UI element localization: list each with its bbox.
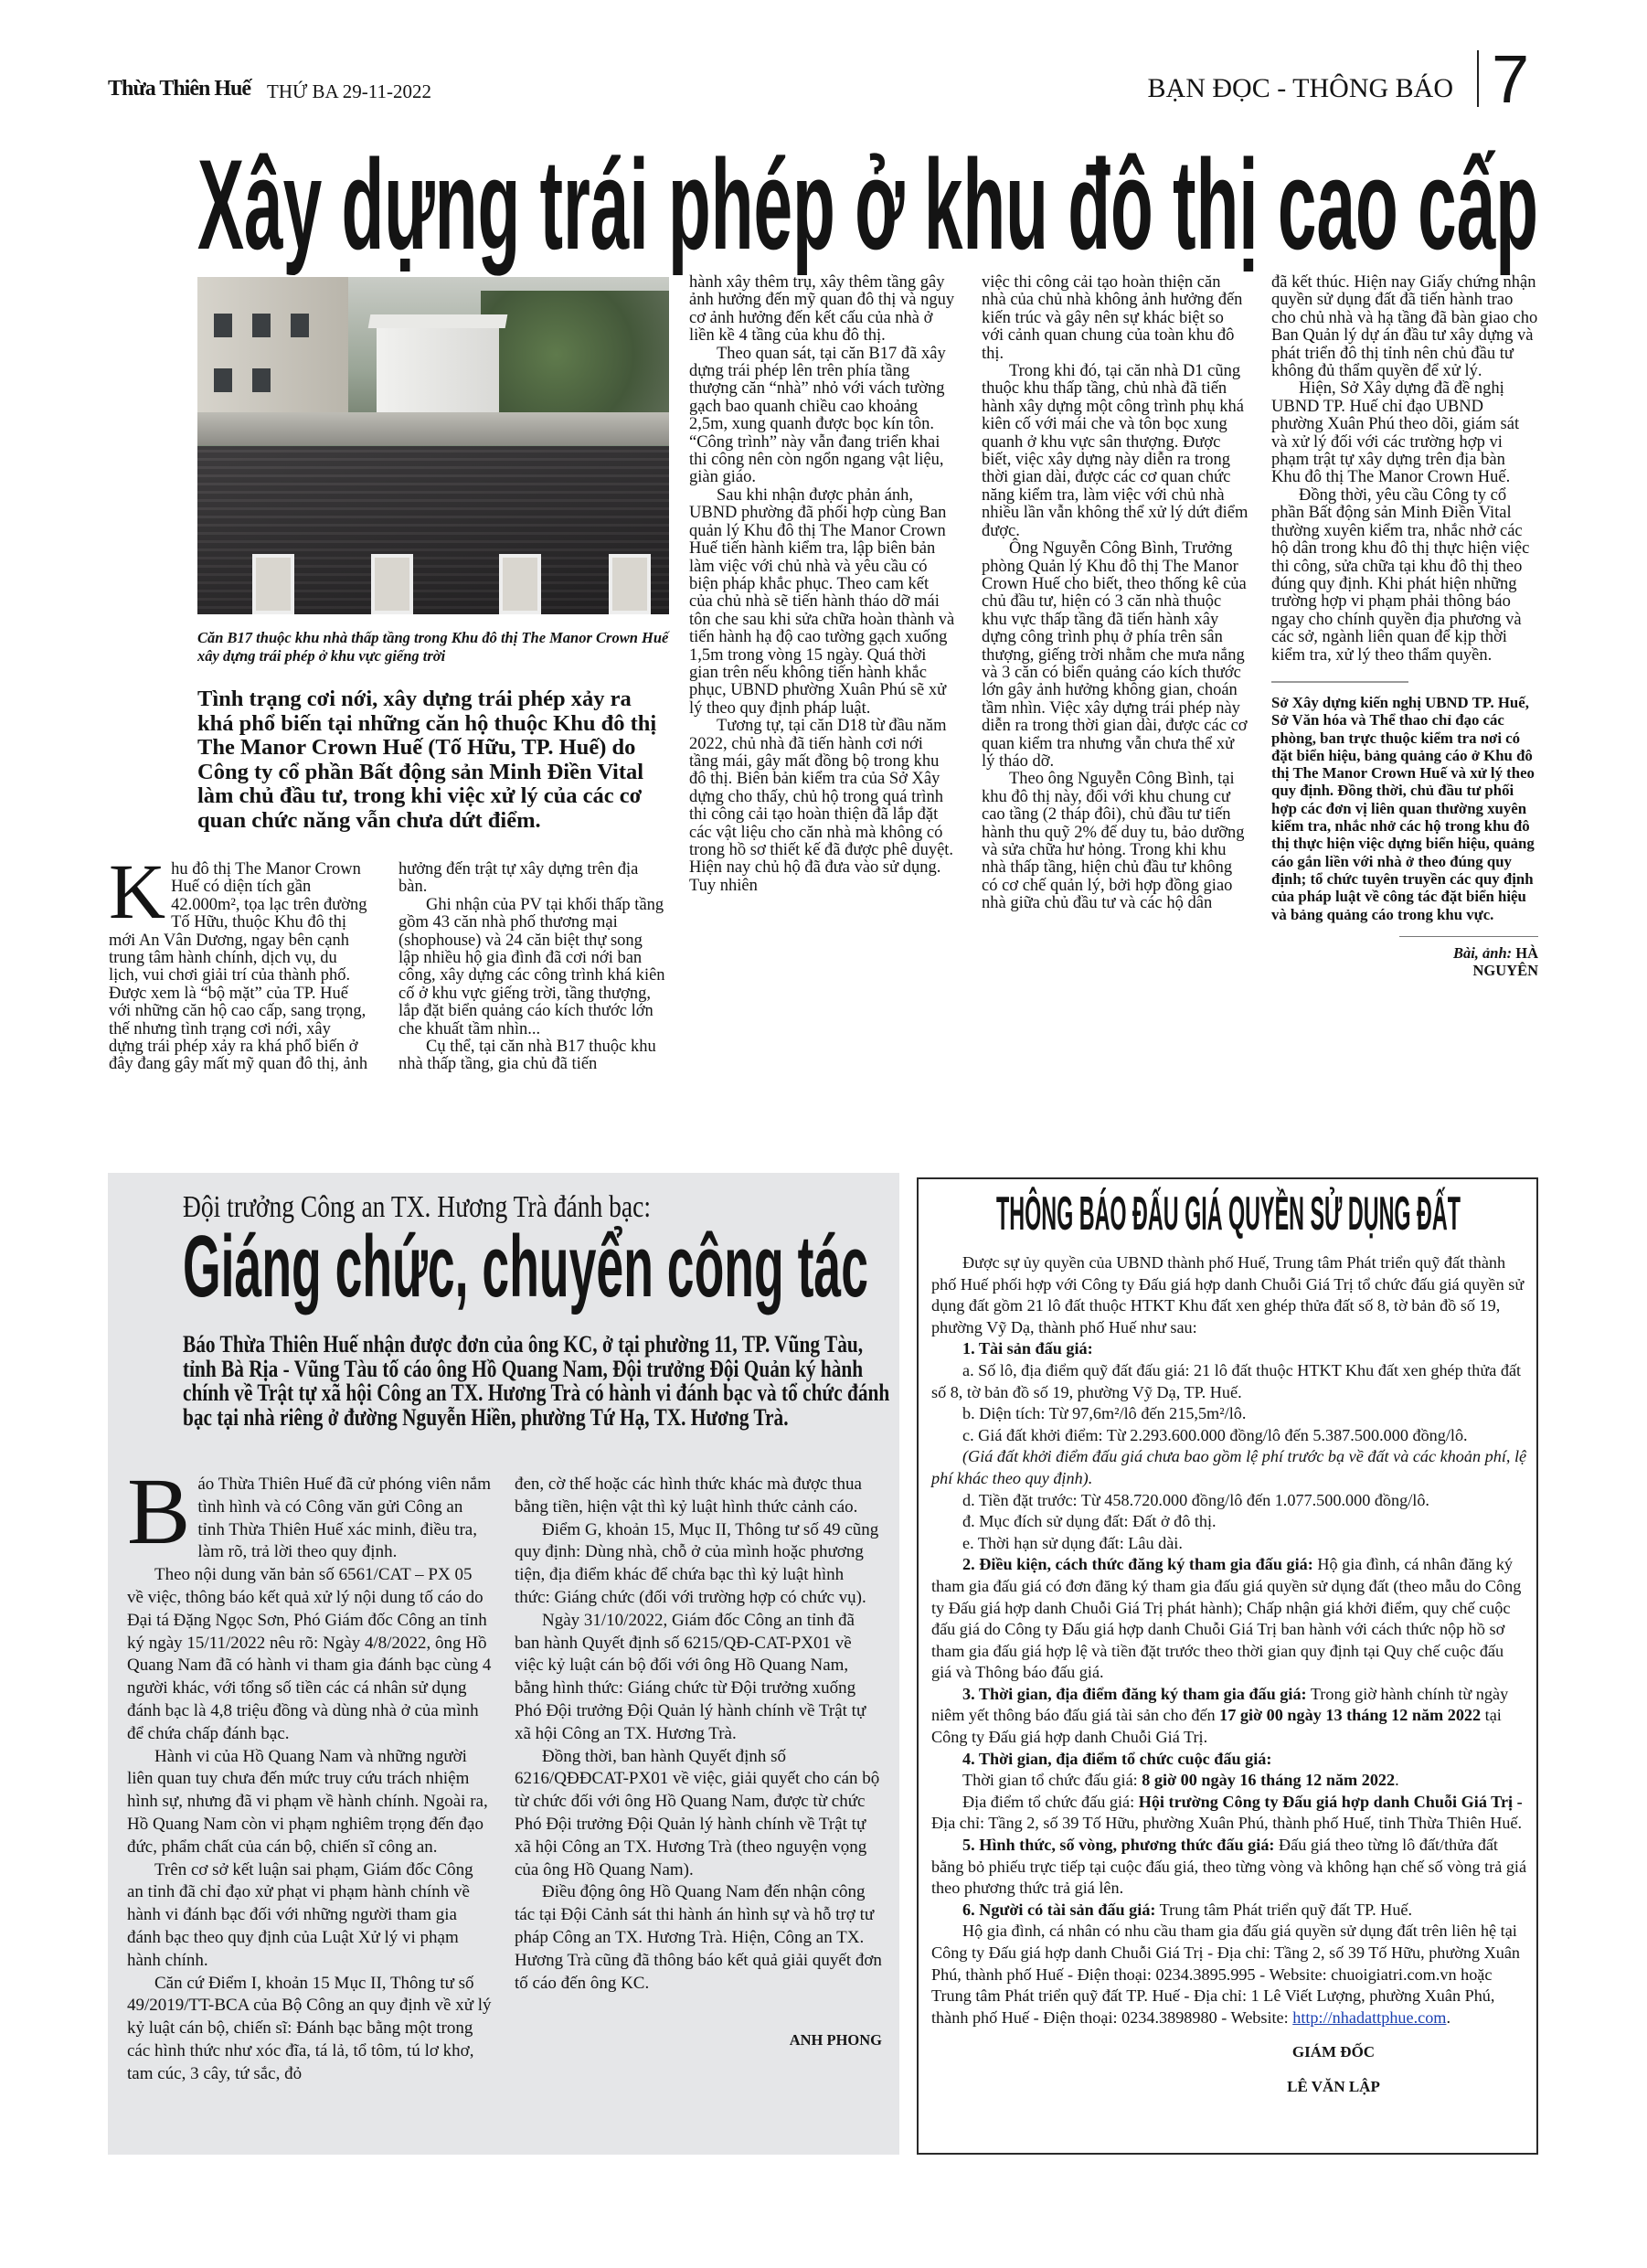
article1-lead: Tình trạng cơi nới, xây dựng trái phép xảy ra khá phổ biến tại những căn hộ thuộc Khu đô thị The Manor Crown Huế (Tố Hữu, TP. Huế) do Công ty cổ phần Bất động sản Minh Điền Vital làm chủ đầu tư, trong khi việc xử lý của các cơ quan chức năng vẫn chưa dứt điểm.: [197, 687, 657, 833]
notice-item: a. Số lô, địa điểm quỹ đất đấu giá: 21 lô đất thuộc HTKT Khu đất xen ghép thửa đất số 8, tờ bản đồ số 19, phường Vỹ Dạ, TP. Huế.: [931, 1360, 1522, 1401]
title-text: Giáng chức, chuyển công tác: [183, 1218, 869, 1315]
notice-body: [931, 1252, 1527, 2098]
issue-date: THỨ BA 29-11-2022: [267, 80, 432, 102]
paragraph: Điểm G, khoản 15, Mục II, Thông tư số 49 cũng quy định: Dùng nhà, chỗ ở của mình hoặc phương tiện, địa điểm khác để chứa bạc thì kỷ luật hình thức: Giáng chức (đối với trường hợp có chức vụ).: [515, 1519, 879, 1607]
section-label: 1. Tài sản đấu giá:: [962, 1339, 1093, 1358]
article1-column-5: [1271, 274, 1538, 980]
article1-column-2: [398, 861, 665, 1074]
auction-place-label: Địa điểm tổ chức đấu giá:: [962, 1792, 1139, 1811]
article1-headline: [197, 133, 1538, 276]
auction-time: Thời gian tổ chức đấu giá: 8 giờ 00 ngày 16 tháng 12 năm 2022.: [962, 1771, 1399, 1790]
drop-cap: K: [109, 847, 166, 935]
paragraph: việc thi công cải tạo hoàn thiện căn nhà của chủ nhà không ảnh hưởng đến kiến trúc và gây nên sự khác biệt so với cảnh quan chung của toàn khu đô thị.: [982, 273, 1243, 363]
article-photo: [197, 277, 669, 614]
paragraph: Ngày 31/10/2022, Giám đốc Công an tỉnh đã ban hành Quyết định số 6215/QĐ-CAT-PX01 về việc kỷ luật cán bộ đối với ông Hồ Quang Nam, bằng hình thức: Giáng chức từ Đội trưởng xuống Phó Đội trưởng Đội Quản lý hành chính về Trật tự xã hội Công an TX. Hương Trà.: [515, 1610, 866, 1743]
section-label: 2. Điều kiện, cách thức đăng ký tham gia đấu giá:: [962, 1555, 1313, 1574]
notice-section-6: [931, 1900, 1527, 1922]
paragraph: Trên cơ sở kết luận sai phạm, Giám đốc Công an tỉnh đã chỉ đạo xử phạt vi phạm hành chính về hành vi đánh bạc đối với những người tham gia đánh bạc theo quy định của Luật Xử lý vi phạm hành chính.: [127, 1859, 473, 1970]
section-label: 5. Hình thức, số vòng, phương thức đấu giá:: [962, 1836, 1275, 1855]
notice-section-4: [931, 1749, 1527, 1771]
website-link[interactable]: http://nhadattphue.com: [1292, 2007, 1447, 2027]
page-number: 7: [1492, 41, 1530, 117]
signature-title: GIÁM ĐỐC: [1291, 2043, 1376, 2061]
sidebar-note: Sở Xây dựng kiến nghị UBND TP. Huế, Sở Văn hóa và Thể thao chỉ đạo các phòng, ban trực thuộc kiểm tra nơi có đặt biển hiệu, bảng quảng cáo ở Khu đô thị The Manor Crown Huế và xử lý theo quy định. Đồng thời, chủ đầu tư phối hợp các đơn vị liên quan thường xuyên kiểm tra, nhắc nhở các hộ trong khu đô thị thực hiện việc dựng biển hiệu, quảng cáo gắn liền với nhà ở theo đúng quy định; tổ chức tuyên truyền các quy định của pháp luật về công tác đặt biển hiệu và bảng quảng cáo trong khu vực.: [1271, 693, 1535, 923]
notice-item: b. Diện tích: Từ 97,6m²/lô đến 215,5m²/lô.: [962, 1404, 1247, 1423]
notice-intro: Được sự ủy quyền của UBND thành phố Huế, Trung tâm Phát triển quỹ đất thành phố Huế phối hợp với Công ty Đấu giá hợp danh Chuỗi Giá Trị tổ chức đấu giá quyền sử dụng đất gồm 21 lô đất thuộc HTKT Khu đất xen ghép thửa đất số 8, tờ bản đồ số 19, phường Vỹ Dạ, thành phố Huế như sau:: [931, 1253, 1525, 1336]
paragraph: hành xây thêm trụ, xây thêm tầng gây ảnh hưởng đến mỹ quan đô thị và nguy cơ ảnh hưởng đến kết cấu của nhà ở liền kề 4 tầng của khu đô thị.: [689, 273, 955, 346]
section-title: BẠN ĐỌC - THÔNG BÁO: [1147, 73, 1453, 103]
paragraph: Đồng thời, yêu cầu Công ty cổ phần Bất động sản Minh Điền Vital thường xuyên kiểm tra, nhắc nhở các hộ dân trong khu đô thị thực hiện việc thi công, sửa chữa tại khu đô thị theo đúng quy định. Khi phát hiện những trường hợp vi phạm phải thông báo ngay cho chính quyền địa phương và các sở, ngành liên quan để kịp thời kiểm tra, xử lý theo thẩm quyền.: [1271, 485, 1530, 665]
notice-section-3: [931, 1684, 1527, 1749]
paragraph: Ghi nhận của PV tại khối thấp tầng gồm 43 căn nhà phố thương mại (shophouse) và 24 căn biệt thự song lập nhiều hộ gia đình đã cơi nới ban công, xây dựng các công trình khá kiên cố ở khu vực giếng trời, tầng thượng, lắp đặt biển quảng cáo kích thước lớn che khuất tầm nhìn...: [398, 895, 665, 1038]
auction-place-value: Hội trường Công ty Đấu giá hợp danh Chuỗi Giá Trị -: [1138, 1792, 1523, 1811]
notice-section-2: [931, 1554, 1527, 1684]
notice-item: c. Giá đất khởi điểm: Từ 2.293.600.000 đồng/lô đến 5.387.500.000 đồng/lô.: [962, 1425, 1468, 1444]
notice-item: đ. Mục đích sử dụng đất: Đất ở đô thị.: [962, 1512, 1217, 1531]
paragraph: Trong khi đó, tại căn nhà D1 cũng thuộc khu thấp tầng, chủ nhà đã tiến hành xây dựng một công trình phụ khá kiên cố với mái che và tôn bọc xung quanh ở khu vực sân thượng. Được biết, việc xây dựng này diễn ra trong thời gian dài, được các cơ quan chức năng kiểm tra, làm việc với chủ nhà nhiều lần vẫn không thể xử lý dứt điểm được.: [982, 362, 1249, 540]
paragraph: Ông Nguyễn Công Bình, Trưởng phòng Quản lý Khu đô thị The Manor Crown Huế cho biết, theo thống kê của chủ đầu tư, hiện có 3 căn nhà thuộc khu vực thấp tầng đã tiến hành xây dựng công trình phụ ở phía trên sân thượng, giếng trời nhằm che mưa nắng và 3 căn có biển quảng cáo kích thước lớn gây ảnh hưởng không gian, choán tầm nhìn. Việc xây dựng trái phép này diễn ra trong thời gian dài, được các cơ quan kiểm tra nhưng vẫn chưa thể xử lý tháo dỡ.: [982, 539, 1248, 771]
section-label: 6. Người có tài sản đấu giá:: [962, 1900, 1156, 1919]
registration-deadline: 17 giờ 00 ngày 13 tháng 12 năm 2022: [1219, 1706, 1482, 1725]
article2-column-1: [127, 1459, 493, 2086]
paragraph: Theo ông Nguyễn Công Bình, tại khu đô thị này, đối với khu chung cư cao tầng (2 tháp đôi), chủ đầu tư tiến hành thu quỹ 2% để duy tu, bảo dưỡng và sửa chữa hư hỏng. Trong khi khu nhà thấp tầng, hiện chủ đầu tư không có cơ chế quản lý, bởi hợp đồng giao nhà giữa chủ đầu tư và các hộ dân: [982, 770, 1245, 913]
article2-lead: Báo Thừa Thiên Huế nhận được đơn của ông KC, ở tại phường 11, TP. Vũng Tàu, tỉnh Bà Rịa - Vũng Tàu tố cáo ông Hồ Quang Nam, Đội trưởng Đội Quản ký hành chính về Trật tự xã hội Công an TX. Hương Trà có hành vi đánh bạc và tổ chức đánh bạc tại nhà riêng ở đường Nguyễn Hiền, phường Tứ Hạ, TX. Hương Trà.: [183, 1331, 890, 1431]
signature-name: LÊ VĂN LẬP: [1287, 2077, 1380, 2095]
paragraph: áo Thừa Thiên Huế đã cử phóng viên nắm tình hình và có Công văn gửi Công an tỉnh Thừa Thiên Huế xác minh, điều tra, làm rõ, trả lời theo quy định.: [197, 1475, 492, 1562]
section-label: 4. Thời gian, địa điểm tổ chức cuộc đấu giá:: [962, 1749, 1272, 1768]
section-text: Trong giờ hành chính từ ngày niêm yết thông báo đấu giá tài sản cho đến: [931, 1684, 1509, 1725]
signature: [1233, 2041, 1434, 2097]
paragraph: Tương tự, tại căn D18 từ đầu năm 2022, chủ nhà đã tiến hành cơi nới tầng mái, gây mất đồng bộ trong khu đô thị. Biên bản kiểm tra của Sở Xây dựng cho thấy, chủ hộ trong quá trình thi công cải tạo hoàn thiện đã lắp đặt các vật liệu cho căn nhà mà không có trong hồ sơ thiết kế đã được phê duyệt. Hiện nay chủ hộ đã đưa vào sử dụng. Tuy nhiên: [689, 717, 954, 895]
byline-author: HÀ NGUYÊN: [1472, 943, 1538, 980]
paragraph: Theo quan sát, tại căn B17 đã xây dựng trái phép lên trên phía tầng thượng căn “nhà” nhỏ với vách tường gạch bao quanh chiều cao khoảng 2,5m, xung quanh được bọc kín tôn. “Công trình” này vẫn đang triển khai thi công nên còn ngổn ngang vật liệu, giàn giáo.: [689, 344, 946, 487]
section-text: tại Công ty Đấu giá hợp danh Chuỗi Giá Trị.: [931, 1706, 1502, 1747]
header-divider: [1477, 50, 1479, 107]
byline: [1399, 936, 1538, 980]
paragraph: hưởng đến trật tự xây dựng trên địa bàn.: [398, 860, 639, 897]
paragraph: Căn cứ Điểm I, khoản 15 Mục II, Thông tư số 49/2019/TT-BCA của Bộ Công an quy định về xử lý kỷ luật cán bộ, chiến sĩ: Đánh bạc bằng một trong các hình thức như xóc đĩa, tá lả, tổ tôm, tú lơ khơ, tam cúc, 3 cây, tứ sắc, đỏ: [127, 1973, 492, 2083]
auction-place: [931, 1792, 1527, 1835]
notice-contact: Hộ gia đình, cá nhân có nhu cầu tham gia đấu giá quyền sử dụng đất trên liên hệ tại Công ty Đấu giá hợp danh Chuỗi Giá Trị - Địa chỉ: Tầng 2, số 39 Tố Hữu, phường Xuân Phú, thành phố Huế - Điện thoại: 0234.3895.995 - Website: chuoigiatri.com.vn hoặc Trung tâm Phát triển quỹ đất TP. Huế - Địa chỉ: 1 Lê Viết Lượng, phường Xuân Phú, thành phố Huế - Điện thoại: 0234.3898980 - Website: http://nhadattphue.com.: [931, 1922, 1520, 2027]
notice-section-1: [931, 1338, 1527, 1360]
article1-column-4: [982, 274, 1249, 913]
section-text: Đấu giá theo từng lô đất/thửa đất bằng bỏ phiếu trực tiếp tại cuộc đấu giá, theo từng vòng và không hạn chế số vòng trả giá theo phương thức trả giá lên.: [931, 1836, 1527, 1898]
paragraph: Cụ thể, tại căn nhà B17 thuộc khu nhà thấp tầng, gia chủ đã tiến: [398, 1038, 656, 1074]
notice-item: d. Tiền đặt trước: Từ 458.720.000 đồng/lô đến 1.077.500.000 đồng/lô.: [962, 1490, 1429, 1509]
drop-cap: B: [127, 1459, 191, 1564]
section-text: Trung tâm Phát triển quỹ đất TP. Huế.: [1155, 1900, 1413, 1919]
paragraph: Hành vi của Hồ Quang Nam và những người liên quan tuy chưa đến mức truy cứu trách nhiệm hình sự, nhưng đã vi phạm về hành chính. Ngoài ra, Hồ Quang Nam còn vi phạm nghiêm trọng đến đạo đức, phẩm chất của cán bộ, chiến sĩ công an.: [127, 1746, 488, 1857]
headline-text: Xây dựng trái phép ở khu đô thị cao cấp: [197, 133, 1538, 276]
paragraph: Sau khi nhận được phản ánh, UBND phường đã phối hợp cùng Ban quản lý Khu đô thị The Manor Crown Huế tiến hành kiểm tra, lập biên bản làm việc với chủ nhà và yêu cầu có biện pháp khắc phục. Theo cam kết của chủ nhà sẽ tiến hành tháo dỡ mái tôn che sau khi sửa chữa hoàn thành và tiến hành hạ độ cao tường gạch xuống 1,5m trong vòng 15 ngày. Quá thời gian trên nếu không tiến hành khắc phục, UBND phường Xuân Phú sẽ xử lý theo quy định pháp luật.: [689, 485, 955, 718]
kicker-text: Đội trưởng Công an TX. Hương Trà đánh bạc:: [183, 1190, 651, 1224]
article1-column-3: [689, 274, 956, 895]
auction-time-label: Thời gian tổ chức đấu giá:: [962, 1771, 1142, 1790]
notice-title-text: THÔNG BÁO ĐẤU GIÁ QUYỀN SỬ DỤNG ĐẤT: [996, 1187, 1461, 1240]
article2-title: [183, 1218, 869, 1315]
notice-title: [996, 1188, 1461, 1240]
paragraph: Điều động ông Hồ Quang Nam đến nhận công tác tại Đội Cảnh sát thi hành án hình sự và hỗ trợ tư pháp Công an TX. Hương Trà. Hiện, Công an TX. Hương Trà cũng đã thông báo kết quả giải quyết đơn tố cáo đến ông KC.: [515, 1882, 882, 1993]
notice-section-5: [931, 1835, 1527, 1900]
article1-column-1: [109, 847, 368, 1074]
article2-column-2: [515, 1474, 882, 2052]
article2-lead-wrap: [183, 1333, 896, 1430]
auction-place-address: Địa chỉ: Tầng 2, số 39 Tố Hữu, phường Xuân Phú, thành phố Huế, tỉnh Thừa Thiên Huế.: [931, 1814, 1523, 1833]
notice-item-note: (Giá đất khởi điểm đấu giá chưa bao gồm lệ phí trước bạ về đất và các khoản phí, lệ phí khác theo quy định).: [931, 1447, 1527, 1487]
paragraph: hu đô thị The Manor Crown Huế có diện tích gần 42.000m², tọa lạc trên đường Tố Hữu, thuộc Khu đô thị mới An Vân Dương, ngay bên cạnh trung tâm hành chính, dịch vụ, du lịch, vui chơi giải trí của thành phố. Được xem là “bộ mặt” của TP. Huế với những căn hộ cao cấp, sang trọng, thế nhưng tình trạng cơi nới, xây dựng trái phép xảy ra khá phổ biến ở đây đang gây mất mỹ quan đô thị, ảnh: [109, 860, 368, 1074]
paragraph: Đồng thời, ban hành Quyết định số 6216/QĐĐCAT-PX01 về việc, giải quyết cho cán bộ từ chức đối với ông Hồ Quang Nam, được từ chức Phó Đội trưởng Đội Quản lý hành chính về Trật tự xã hội Công an TX. Hương Trà (theo nguyện vọng của ông Hồ Quang Nam).: [515, 1746, 880, 1879]
contact-text: Hộ gia đình, cá nhân có nhu cầu tham gia đấu giá quyền sử dụng đất trên liên hệ tại Công ty Đấu giá hợp danh Chuỗi Giá Trị - Địa chỉ: Tầng 2, số 39 Tố Hữu, phường Xuân Phú, thành phố Huế - Điện thoại: 0234.3895.995 - Website: chuoigiatri.com.vn hoặc Trung tâm Phát triển quỹ đất TP. Huế - Địa chỉ: 1 Lê Viết Lượng, phường Xuân Phú, thành phố Huế - Điện thoại: 0234.3898980 - Website:: [931, 1922, 1520, 2027]
photo-caption: Căn B17 thuộc khu nhà thấp tầng trong Khu đô thị The Manor Crown Huế xây dựng trái phép ở khu vực giếng trời: [197, 629, 669, 665]
divider: [1271, 681, 1408, 683]
byline-label: Bài, ảnh:: [1452, 943, 1513, 962]
paragraph: đen, cờ thế hoặc các hình thức khác mà được thua bằng tiền, hiện vật thì kỷ luật hình thức cảnh cáo.: [515, 1475, 862, 1517]
paragraph: Hiện, Sở Xây dựng đã đề nghị UBND TP. Huế chỉ đạo UBND phường Xuân Phú theo dõi, giám sát và xử lý đối với các trường hợp vi phạm trật tự xây dựng trên địa bàn Khu đô thị The Manor Crown Huế.: [1271, 379, 1520, 487]
paragraph: đã kết thúc. Hiện nay Giấy chứng nhận quyền sử dụng đất đã tiến hành trao cho chủ nhà và hạ tầng đã bàn giao cho Ban Quản lý dự án đầu tư xây dựng và phát triển đô thị tỉnh nên chủ đầu tư không đủ thẩm quyền để xử lý.: [1271, 273, 1538, 381]
notice-item: e. Thời hạn sử dụng đất: Lâu dài.: [962, 1533, 1183, 1552]
section-label: 3. Thời gian, địa điểm đăng ký tham gia đấu giá:: [962, 1684, 1307, 1703]
newspaper-name: Thừa Thiên Huế: [108, 77, 251, 101]
byline-author: ANH PHONG: [789, 2031, 882, 2050]
paragraph: Theo nội dung văn bản số 6561/CAT – PX 05 về việc, thông báo kết quả xử lý nội dung tố cáo do Đại tá Đặng Ngọc Sơn, Phó Giám đốc Công an tỉnh ký ngày 15/11/2022 nêu rõ: Ngày 4/8/2022, ông Hồ Quang Nam đã có hành vi tham gia đánh bạc cùng 4 người khác, với tổng số tiền các cá nhân sử dụng đánh bạc là 4,8 triệu đồng và dùng nhà ở của mình để chứa chấp đánh bạc.: [127, 1565, 492, 1743]
auction-time-value: 8 giờ 00 ngày 16 tháng 12 năm 2022: [1142, 1771, 1396, 1790]
section-text: Hộ gia đình, cá nhân đăng ký tham gia đấu giá có đơn đăng ký tham gia đấu giá quyền sử dụng đất (theo mẫu do Công ty Đấu giá hợp danh Chuỗi Giá Trị phát hành); Chấp nhận giá khởi điểm, quy chế cuộc đấu giá do Công ty Đấu giá hợp danh Chuỗi Giá Trị ban hành với cách thức nộp hồ sơ tham gia đấu giá hợp lệ và tiền đặt trước theo thời gian quy định tại Quy chế cuộc đấu giá và Thông báo đấu giá.: [931, 1555, 1522, 1682]
